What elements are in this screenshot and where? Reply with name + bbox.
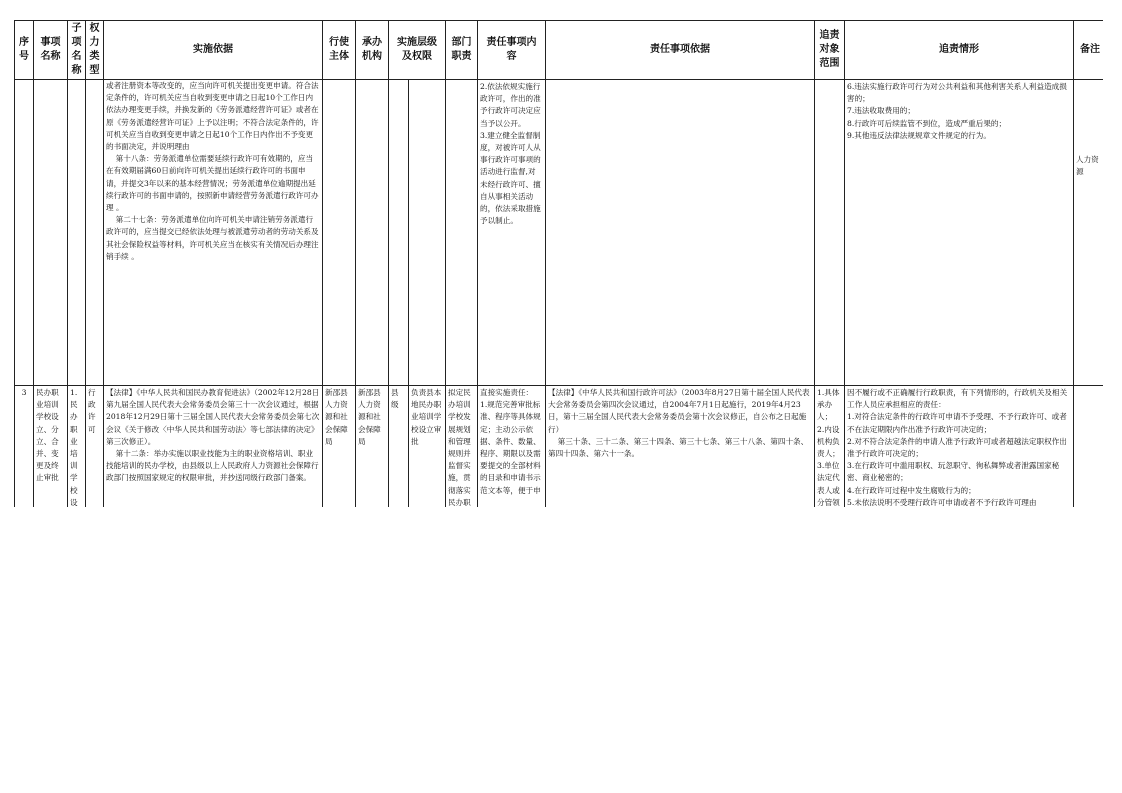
cell-agency: 新邵县人力资源和社会保障局: [356, 386, 389, 508]
cell-resp-basis: [546, 80, 815, 386]
power-list-table: [14, 20, 1103, 507]
cell-seq: 3: [15, 386, 34, 508]
cell-situation: 因不履行或不正确履行行政职责，有下列情形的，行政机关及相关工作人员应承担相应的责任： 1.对符合法定条件的行政许可申请不予受理、不予行政许可、或者不在法定期限内作出准予行政许可决定的； 2.对不符合法定条件的申请人准予行政许可或者超越法定职权作出准予行政许可决定的； 3.在行政许可中滥用职权、玩忽职守、徇私舞弊或者泄露国家秘密、商业秘密的； 4.在行政许可过程中发生腐败行为的； 5.未依法说明不受理行政许可申请或者不予行政许可理由: [845, 386, 1074, 508]
cell-power-type: 行政许可: [86, 386, 104, 508]
cell-level-a: [389, 80, 409, 386]
header-situation: 追责情形: [845, 21, 1074, 80]
cell-agency: [356, 80, 389, 386]
header-power-type: 权 力 类 型: [86, 21, 104, 80]
table-header-row: [15, 21, 1104, 80]
header-dept-duty: 部门 职责: [446, 21, 478, 80]
cell-subitem: 1.民办职业培训学校设: [68, 386, 86, 508]
cell-resp-content: 2.依法依规实施行政许可，作出的准予行政许可决定应当予以公开。 3.建立健全监督制度，对被许可人从事行政许可事项的活动进行监督,对未经行政许可、擅自从事相关活动的，依法采取措施予以制止。: [478, 80, 546, 386]
header-agency: 承办 机构: [356, 21, 389, 80]
cell-item-name: 民办职业培训学校设立、分立、合并、变更及终止审批: [34, 386, 68, 508]
cell-level-b: 负责县本地民办职业培训学校设立审批: [409, 386, 446, 508]
header-item-name: 事项 名称: [34, 21, 68, 80]
cell-level-b: [409, 80, 446, 386]
header-level: 实施层级 及权限: [389, 21, 446, 80]
cell-power-type: [86, 80, 104, 386]
cell-dept-duty: [446, 80, 478, 386]
header-subitem-name: 子 项 名 称: [68, 21, 86, 80]
cell-situation: 6.违法实施行政许可行为对公共利益和其他利害关系人利益造成损害的； 7.违法收取费用的； 8.行政许可后续监管不到位，造成严重后果的； 9.其他违反法律法规规章文件规定的行为。: [845, 80, 1074, 386]
header-seq: 序 号: [15, 21, 34, 80]
table-row: [15, 80, 1104, 386]
header-resp-content: 责任事项内 容: [478, 21, 546, 80]
cell-note: 人力资源: [1074, 80, 1104, 386]
cell-note: [1074, 386, 1104, 508]
cell-dept-duty: 拟定民办培训学校发展规划和管理规则并监督实施，贯彻落实民办职: [446, 386, 478, 508]
header-basis: 实施依据: [104, 21, 323, 80]
table-row: [15, 386, 1104, 508]
header-resp-basis: 责任事项依据: [546, 21, 815, 80]
cell-subject: 新邵县人力资源和社会保障局: [323, 386, 356, 508]
header-subject: 行使 主体: [323, 21, 356, 80]
cell-seq: [15, 80, 34, 386]
cell-level-a: 县级: [389, 386, 409, 508]
cell-resp-content: 直接实施责任： 1.规范完善审批标准、程序等具体规定；主动公示依据、条件、数量、程序、期限以及需要提交的全部材料的目录和申请书示范文本等，便于申: [478, 386, 546, 508]
cell-item-name: [34, 80, 68, 386]
permission-list-sheet: [14, 20, 1103, 507]
cell-scope: [815, 80, 845, 386]
cell-resp-basis: 【法律】《中华人民共和国行政许可法》（2003年8月27日第十届全国人民代表大会常务委员会第四次会议通过，自2004年7月1日起施行，2019年4月23日，第十三届全国人民代表大会常务委员会第十次会议修正，自公布之日起施行） 第三十条、三十二条、第三十四条、第三十七条、第三十八条、第四十条、第四十四条、第六十一条。: [546, 386, 815, 508]
cell-basis: 或者注册资本等改变的，应当向许可机关提出变更申请。符合法定条件的，许可机关应当自收到变更申请之日起10个工作日内依法办理变更手续，并换发新的《劳务派遣经营许可证》或者在原《劳务派遣经营许可证》上予以注明；不符合法定条件的，许可机关应当自收到变更申请之日起10个工作日内作出不予变更的书面决定，并说明理由 第十八条：劳务派遣单位需要延续行政许可有效期的，应当在有效期届满60日前向许可机关提出延续行政许可的书面申请，并提交3年以来的基本经营情况；劳务派遣单位逾期提出延续行政许可的书面申请的，按照新申请经营劳务派遣行政许可办理 。 第二十七条：劳务派遣单位向许可机关申请注销劳务派遣行政许可的，应当提交已经依法处理与被派遣劳动者的劳动关系及其社会保险权益等材料，许可机关应当在核实有关情况后办理注销手续 。: [104, 80, 323, 386]
cell-basis: 【法律】《中华人民共和国民办教育促进法》（2002年12月28日第九届全国人民代表大会常务委员会第三十一次会议通过，根据2018年12月29日第十三届全国人民代表大会常务委员会第七次会议《关于修改〈中华人民共和国劳动法〉等七部法律的决定》第三次修正）。 第十二条：举办实施以职业技能为主的职业资格培训、职业技能培训的民办学校，由县级以上人民政府人力资源社会保障行政部门按照国家规定的权限审批，并抄送同级行政部门备案。: [104, 386, 323, 508]
cell-scope: 1.具体承办人； 2.内设机构负责人； 3.单位法定代表人或分管领: [815, 386, 845, 508]
header-scope: 追责 对象 范围: [815, 21, 845, 80]
cell-subitem: [68, 80, 86, 386]
header-note: 备注: [1074, 21, 1104, 80]
cell-subject: [323, 80, 356, 386]
